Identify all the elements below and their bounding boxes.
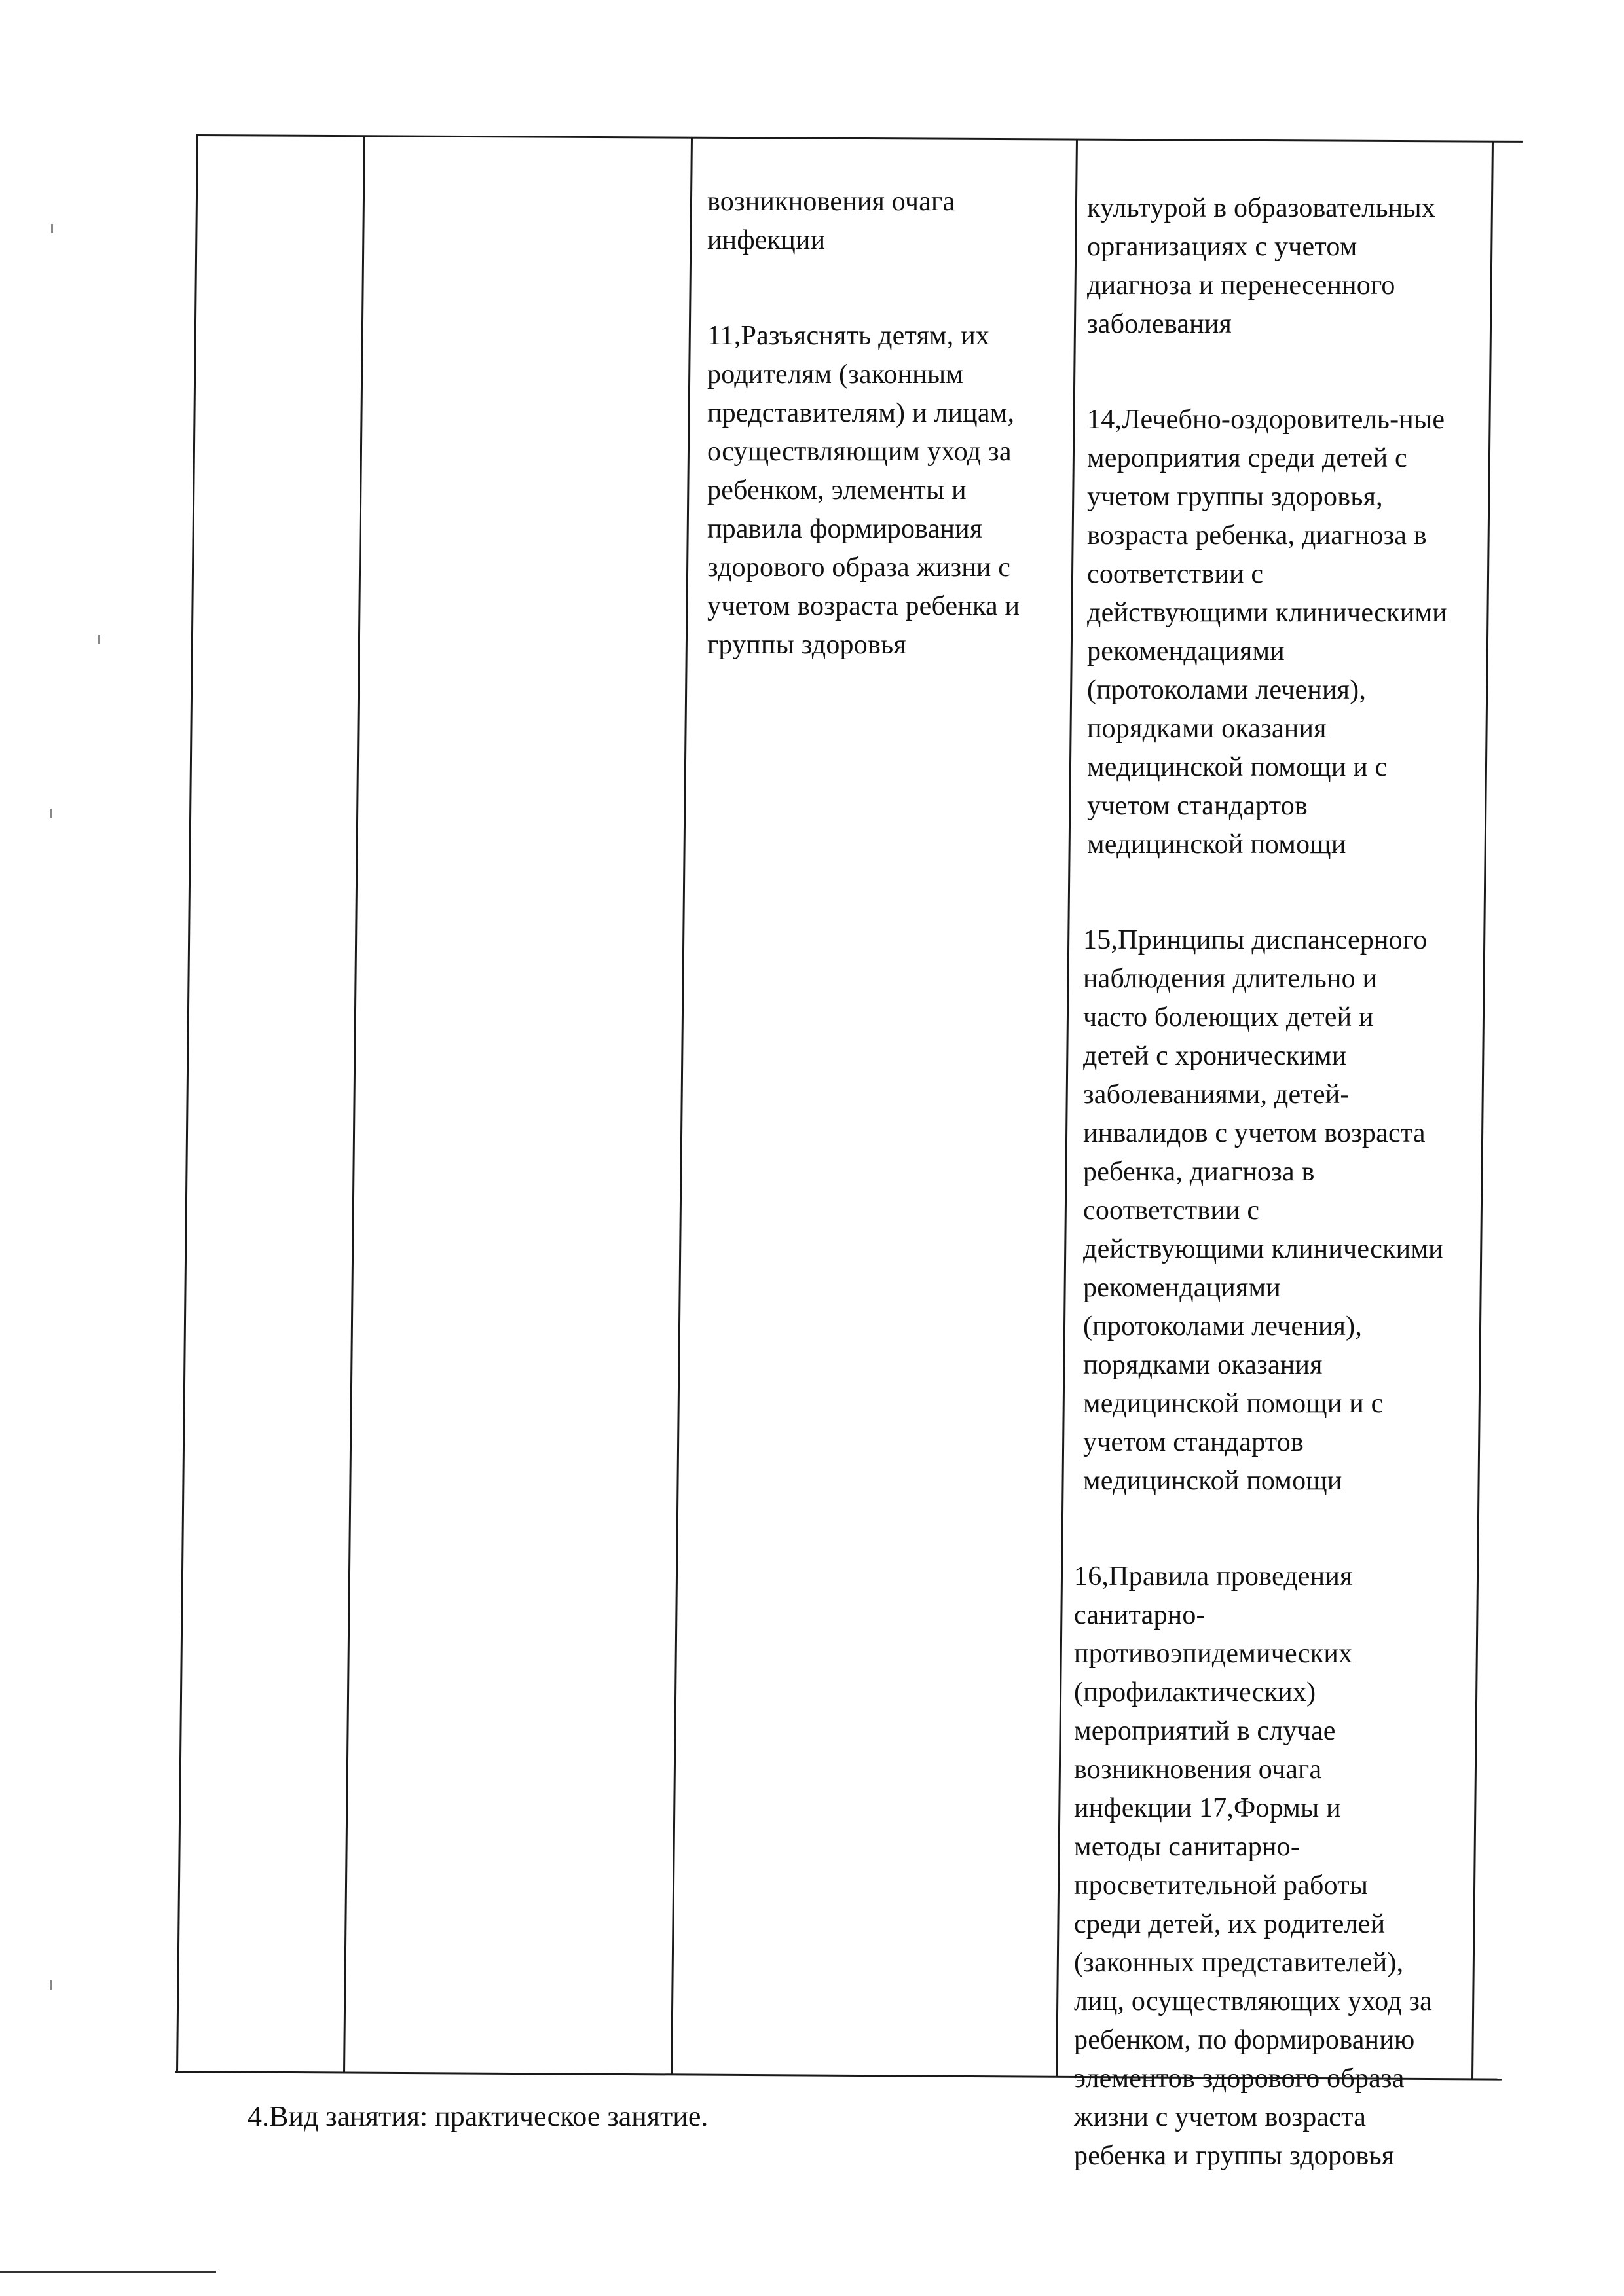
scan-mark bbox=[50, 809, 52, 818]
table-col-divider-2 bbox=[671, 137, 693, 2075]
table-col-divider-1 bbox=[343, 136, 365, 2072]
table-cell-col4 bbox=[1074, 151, 1488, 2232]
col4-item-14: 14,Лечебно-оздоровитель-ные мероприятия среди детей с учетом группы здоровья, возраста ребенка, диагноза в соответствии с действующими клиническими рекомендациями (протоколами лечения), порядками оказания медицинской помощи и с учетом стандартов медицинской помощи bbox=[1087, 405, 1447, 860]
table-top-border bbox=[196, 134, 1522, 143]
lesson-type-caption: 4.Вид занятия: практическое занятие. bbox=[248, 2100, 709, 2132]
col4-continuation: культурой в образовательных организациях с учетом диагноза и перенесенного заболевания bbox=[1087, 193, 1435, 339]
col3-continuation: возникновения очага инфекции bbox=[707, 187, 955, 255]
col4-item-15: 15,Принципы диспансерного наблюдения длительно и часто болеющих детей и детей с хроническими заболеваниями, детей- инвалидов с учетом возраста ребенка, диагноза в соответствии с действующими клиническими рекомендациями (протоколами лечения), порядками оказания медицинской помощи и с учетом стандартов медицинской помощи bbox=[1083, 925, 1443, 1496]
table-left-border bbox=[176, 134, 198, 2072]
col3-item-11: 11,Разъяснять детям, их родителям (законным представителям) и лицам, осуществляющим уход за ребенком, элементы и правила формирования здорового образа жизни с учетом возраста ребенка и группы здоровья bbox=[707, 321, 1020, 660]
scan-mark bbox=[51, 224, 53, 233]
scan-mark bbox=[50, 1980, 52, 1990]
footer-rule bbox=[0, 2271, 216, 2273]
scan-mark bbox=[98, 635, 100, 644]
table-cell-col3 bbox=[707, 144, 1074, 721]
col4-item-16-17: 16,Правила проведения санитарно- противоэпидемических (профилактических) мероприятий в случае возникновения очага инфекции 17,Формы и методы санитарно- просветительной работы среди детей, их родителей (законных представителей), лиц, осуществляющих уход за ребенком, по формированию элементов здорового образа жизни с учетом возраста ребенка и группы здоровья bbox=[1074, 1561, 1433, 2171]
